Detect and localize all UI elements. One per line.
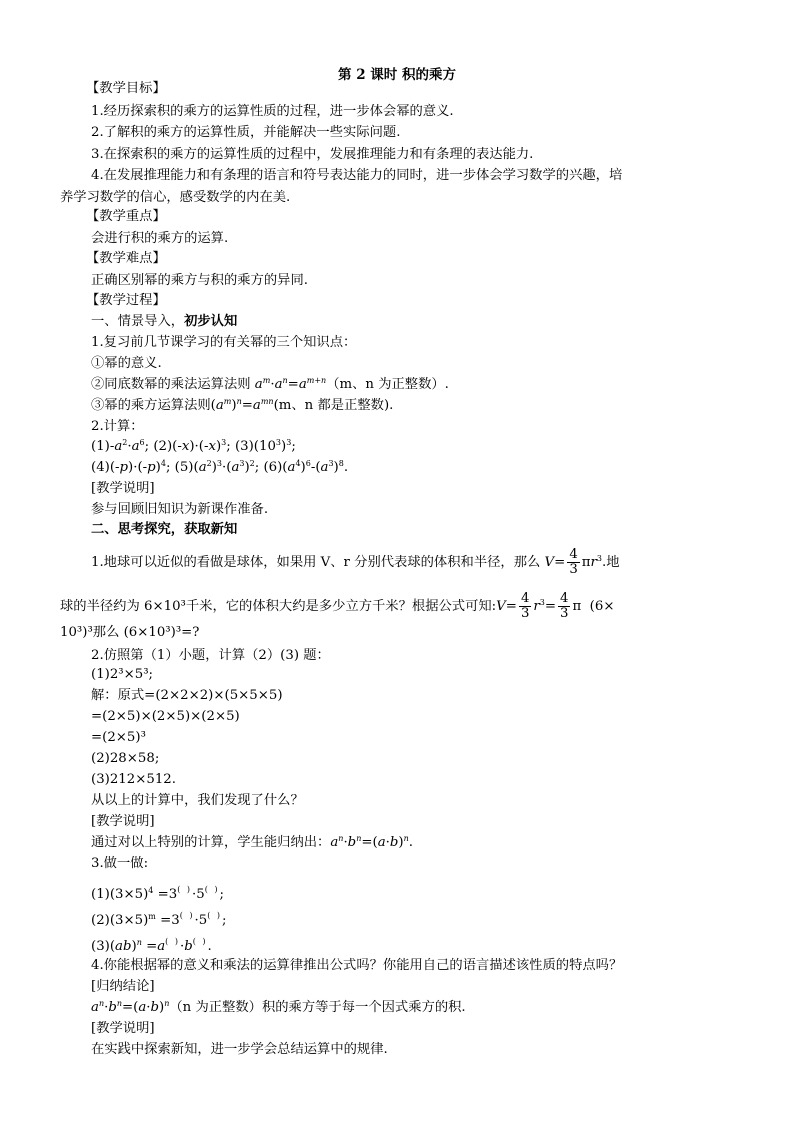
heading-goals: 【教学目标】	[86, 81, 166, 96]
goal-4-line2: 养学习数学的信心，感受数学的内在美.	[60, 190, 291, 205]
calc-row-1: $(1)-a^2\cdot a^6$; $(2)(-x)\cdot(-x)^3$; $(3)(10^3)^3$;	[91, 438, 296, 454]
fraction-4-3: $\frac{4}{3}$	[560, 591, 569, 621]
problem-2-3: (3)212×512.	[91, 772, 176, 787]
key-point: 会进行积的乘方的运算.	[91, 231, 229, 246]
note-2-text: 通过对以上特别的计算，学生能归纳出：	[91, 835, 331, 850]
heading-difficulty: 【教学难点】	[86, 251, 166, 266]
try-it-1: $(1)(3\times 5)^4 =3$( )·5( );	[91, 885, 224, 902]
try-it-3: (3)(ab)$^n$ =a( )·b( ).	[91, 937, 212, 954]
problem-1-line1: 1.地球可以近似的看做是球体，如果用 V、r 分别代表球的体积和半径，那么 V= $\frac{4}{3}$ $\pi r^3$.地	[91, 547, 620, 577]
calc-row-2: $(4)(-p)\cdot(-p)^4$; $(5)(a^2)^3\cdot(a^3)^2$; $(6)(a^4)^6-(a^3)^8$.	[91, 459, 349, 475]
section-2-title: 二、思考探究，获取新知	[91, 522, 238, 537]
difficulty: 正确区别幂的乘方与积的乘方的异同.	[91, 273, 308, 288]
solution-line-2: =(2×5)×(2×5)×(2×5)	[91, 709, 240, 724]
problem-2-2: (2)28×58;	[91, 751, 160, 766]
review-item-2-cond: （m、n 为正整数）.	[326, 377, 449, 392]
note-3: 在实践中探索新知，进一步学会总结运算中的规律.	[91, 1042, 388, 1057]
page-title: 第 2 课时 积的乘方	[338, 67, 456, 83]
goal-4-line1: 4.在发展推理能力和有条理的语言和符号表达能力的同时，进一步体会学习数学的兴趣，培	[91, 168, 623, 183]
conclusion-heading: [归纳结论]	[91, 979, 155, 994]
problem-1-text: 1.地球可以近似的看做是球体，如果用 V、r 分别代表球的体积和半径，那么	[91, 555, 541, 570]
note-3-heading: [教学说明]	[91, 1021, 155, 1036]
section-1-title	[91, 313, 237, 331]
note-2: 通过对以上特别的计算，学生能归纳出：$a^n\cdot b^n=(a\cdot b)^n$.	[91, 834, 413, 850]
review-item-1: ①幂的意义.	[91, 356, 162, 371]
note-1: 参与回顾旧知识为新课作准备.	[91, 502, 269, 517]
problem-2: 2.仿照第（1）小题，计算（2）(3) 题：	[91, 648, 330, 663]
goal-3: 3.在探索积的乘方的运算性质的过程中，发展推理能力和有条理的表达能力.	[91, 147, 534, 162]
review-item-3-cond: (m、n 都是正整数).	[273, 398, 394, 413]
heading-key-point: 【教学重点】	[86, 209, 166, 224]
try-it-heading: 3.做一做:	[91, 856, 149, 871]
problem-1-line3: 10³)³那么 (6×10³)³=?	[60, 625, 200, 640]
review-item-2: ②同底数幂的乘法运算法则 $a^m\cdot a^n=a^{m+n}(m$、n 为正整数）.	[91, 376, 449, 392]
goal-2: 2.了解积的乘方的运算性质，并能解决一些实际问题.	[91, 125, 401, 140]
section-1-title-b: 初步认知	[184, 314, 238, 329]
review-intro: 1.复习前几节课学习的有关幂的三个知识点：	[91, 335, 357, 350]
review-item-3: ③幂的乘方运算法则$(a^m)^n=a^{mn}(m$、n 都是正整数).	[91, 397, 394, 413]
fraction-4-3: $\frac{4}{3}$	[569, 547, 578, 577]
section-1-title-a: 一、情景导入，	[91, 314, 185, 329]
heading-process: 【教学过程】	[86, 293, 166, 308]
note-2-heading: [教学说明]	[91, 814, 155, 829]
problem-2-1: (1)2³×5³;	[91, 667, 154, 682]
conclusion-text: （n 为正整数）积的乘方等于每一个因式乘方的积.	[169, 1000, 466, 1015]
discovery-question: 从以上的计算中，我们发现了什么？	[91, 793, 304, 808]
review-item-2-text: ②同底数幂的乘法运算法则	[91, 377, 255, 392]
goal-1: 1.经历探索积的乘方的运算性质的过程，进一步体会幂的意义.	[91, 104, 454, 119]
try-it-2: $(2)(3\times 5)^m =3$( )·5( );	[91, 911, 227, 928]
solution-line-3: =(2×5)³	[91, 730, 146, 745]
calc-intro: 2.计算：	[91, 419, 144, 434]
problem-1-line2: 球的半径约为 6×10³千米，它的体积大约是多少立方千米？根据公式可知:V= $\frac{4}{3}$ $r^3=$ $\frac{4}{3}$ π (6×	[60, 591, 615, 621]
fraction-4-3: $\frac{4}{3}$	[520, 591, 530, 621]
note-1-heading: [教学说明]	[91, 481, 155, 496]
question-4: 4.你能根据幂的意义和乘法的运算律推出公式吗？你能用自己的语言描述该性质的特点吗？	[91, 958, 623, 973]
conclusion: $a^n\cdot b^n=(a\cdot b)^n(n$ 为正整数）积的乘方等于每一个因式乘方的积.	[91, 999, 466, 1015]
problem-1-text-2: 球的半径约为 6×10³千米，它的体积大约是多少立方千米？根据公式可知:	[60, 599, 497, 614]
solution-line-1: 解：原式=(2×2×2)×(5×5×5)	[91, 688, 283, 703]
